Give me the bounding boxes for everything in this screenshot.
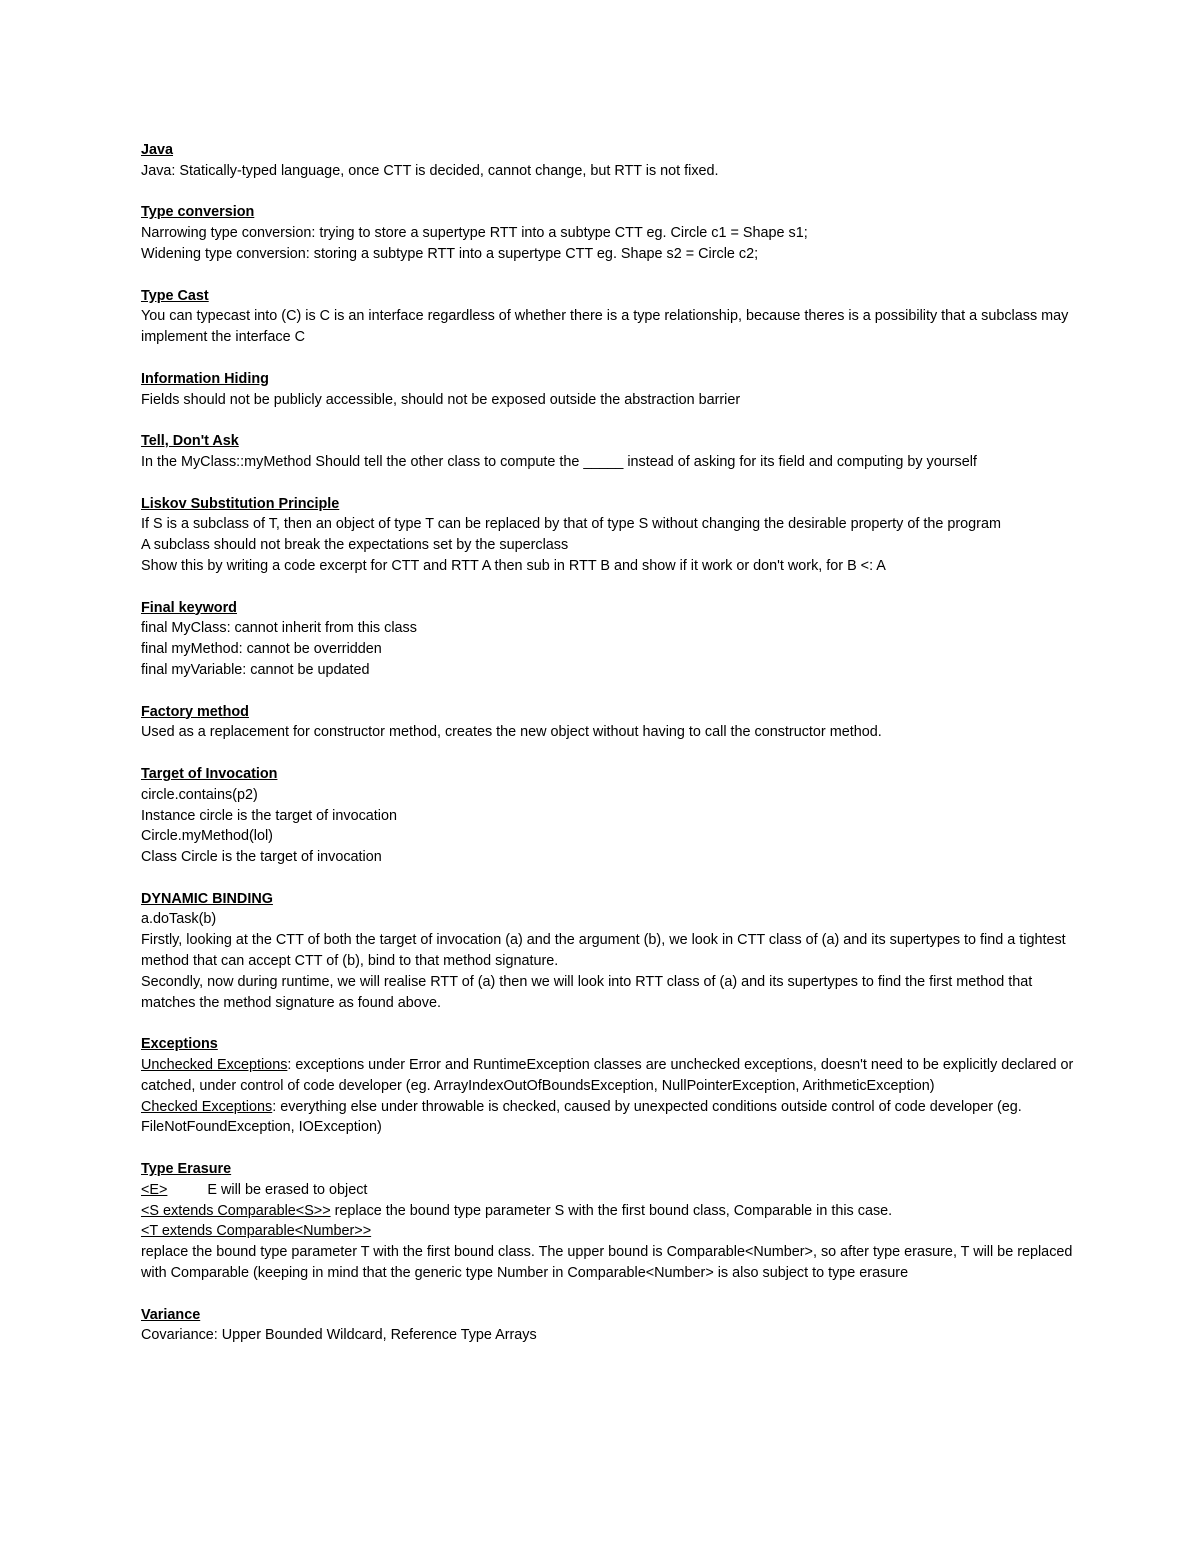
- text-line: final MyClass: cannot inherit from this class: [141, 620, 417, 637]
- text-line: Used as a replacement for constructor method, creates the new object without having to call the constructor method.: [141, 724, 882, 741]
- checked-exceptions-label: Checked Exceptions: [141, 1098, 273, 1115]
- section-heading: Java: [141, 142, 174, 158]
- text-line: final myVariable: cannot be updated: [141, 661, 370, 678]
- section-heading: Type Cast: [141, 287, 209, 304]
- section-variance: [141, 1305, 1076, 1347]
- section-heading: Exceptions: [141, 1036, 218, 1053]
- text-line: Instance circle is the target of invocation: [141, 807, 397, 824]
- text-line: Widening type conversion: storing a subtype RTT into a supertype CTT eg. Shape s2 = Circle c2;: [141, 245, 759, 262]
- text-line: If S is a subclass of T, then an object of type T can be replaced by that of type S without changing the desirable property of the program: [141, 516, 1001, 533]
- section-heading: DYNAMIC BINDING: [141, 890, 273, 907]
- text-line: a.doTask(b): [141, 911, 217, 928]
- erasure-t-text: replace the bound type parameter T with the first bound class. The upper bound is Comparable<Number>, so after type erasure, T will be replaced with Comparable (keeping in mind that the generic type Number in Comparable<Number> is also subject to type erasure: [141, 1244, 1077, 1282]
- section-dynamic-binding: [141, 889, 1076, 1014]
- text-line: Secondly, now during runtime, we will realise RTT of (a) then we will look into RTT class of (a) and its supertypes to find the first method that matches the method signature as found above.: [141, 973, 1037, 1011]
- section-heading: Type conversion: [141, 204, 255, 221]
- text-line: You can typecast into (C) is C is an interface regardless of whether there is a type relationship, because theres is a possibility that a subclass may implement the interface C: [141, 308, 1073, 346]
- erasure-e-text: E will be erased to object: [207, 1181, 368, 1198]
- text-line: Firstly, looking at the CTT of both the target of invocation (a) and the argument (b), we look in CTT class of (a) and its supertypes to find a tightest method that can accept CTT of (b), bind to that method signature.: [141, 932, 1070, 970]
- text-line: Narrowing type conversion: trying to store a supertype RTT into a subtype CTT eg. Circle c1 = Shape s1;: [141, 225, 808, 242]
- section-heading: Factory method: [141, 703, 249, 720]
- section-type-cast: [141, 286, 1076, 348]
- section-liskov: [141, 494, 1076, 577]
- text-line: A subclass should not break the expectations set by the superclass: [141, 537, 569, 554]
- text-line: final myMethod: cannot be overridden: [141, 641, 382, 658]
- text-line: Circle.myMethod(lol): [141, 828, 273, 845]
- section-type-erasure: [141, 1159, 1076, 1284]
- section-target-of-invocation: [141, 764, 1076, 868]
- checked-exceptions-paragraph: [141, 1097, 1076, 1139]
- erasure-s-text: replace the bound type parameter S with the first bound class, Comparable in this case.: [330, 1202, 893, 1219]
- text-line: Class Circle is the target of invocation: [141, 849, 382, 866]
- text-line: circle.contains(p2): [141, 786, 258, 803]
- erasure-e-line: [141, 1180, 1076, 1201]
- text-line: Java: Statically-typed language, once CTT is decided, cannot change, but RTT is not fixed.: [141, 162, 719, 179]
- section-tell-dont-ask: [141, 431, 1076, 473]
- section-heading: Variance: [141, 1306, 201, 1323]
- section-factory-method: [141, 702, 1076, 744]
- document-page: [141, 140, 1076, 1367]
- section-information-hiding: [141, 369, 1076, 411]
- section-final-keyword: [141, 598, 1076, 681]
- section-heading: Liskov Substitution Principle: [141, 495, 340, 512]
- checked-exceptions-text: : everything else under throwable is checked, caused by unexpected conditions outside control of code developer (eg. FileNotFoundException, IOException): [141, 1098, 1026, 1136]
- section-heading: Target of Invocation: [141, 765, 278, 782]
- erasure-s-line: [141, 1201, 1076, 1222]
- section-heading: Final keyword: [141, 599, 237, 616]
- section-java: [141, 140, 1076, 182]
- section-heading: Information Hiding: [141, 370, 269, 387]
- text-line: Fields should not be publicly accessible, should not be exposed outside the abstraction barrier: [141, 391, 741, 408]
- section-heading: Tell, Don't Ask: [141, 433, 239, 450]
- unchecked-exceptions-text: : exceptions under Error and RuntimeException classes are unchecked exceptions, doesn't need to be explicitly declared or catched, under control of code developer (eg. ArrayIndexOutOfBoundsException, NullPointerException, ArithmeticException): [141, 1057, 1078, 1094]
- text-line: In the MyClass::myMethod Should tell the other class to compute the _____ instead of asking for its field and computing by yourself: [141, 453, 977, 470]
- unchecked-exceptions-label: Unchecked Exceptions: [141, 1057, 288, 1074]
- section-exceptions: [141, 1034, 1076, 1138]
- text-line: Covariance: Upper Bounded Wildcard, Reference Type Arrays: [141, 1327, 537, 1344]
- text-line: Show this by writing a code excerpt for CTT and RTT A then sub in RTT B and show if it work or don't work, for B <: A: [141, 557, 886, 574]
- section-heading: Type Erasure: [141, 1161, 232, 1178]
- erasure-t-label: <T extends Comparable<Number>>: [141, 1223, 372, 1240]
- erasure-e-label: <E>: [141, 1181, 168, 1198]
- unchecked-exceptions-paragraph: [141, 1055, 1076, 1097]
- section-type-conversion: [141, 202, 1076, 264]
- erasure-s-label: <S extends Comparable<S>>: [141, 1202, 331, 1219]
